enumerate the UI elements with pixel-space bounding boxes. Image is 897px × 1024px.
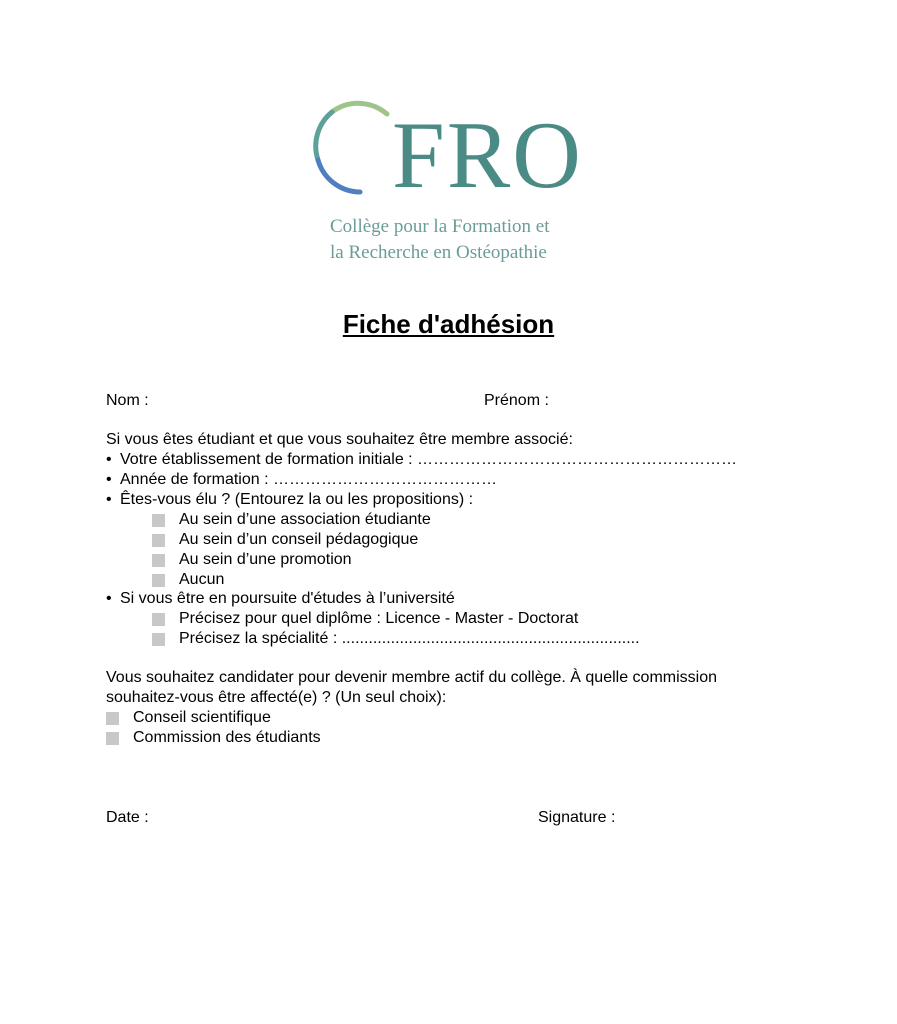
page-title: Fiche d'adhésion (342, 309, 555, 339)
q-etablissement: Votre établissement de formation initiale : …………………………………………………… (120, 451, 738, 468)
poursuite-checkbox-diplome[interactable] (152, 613, 165, 626)
poursuite-checkbox-specialite[interactable] (152, 633, 165, 646)
prenom-label: Prénom : (484, 392, 549, 409)
commission-option-etudiants: Commission des étudiants (133, 729, 321, 746)
bullet: • (106, 491, 112, 508)
date-label: Date : (106, 809, 149, 826)
bullet: • (106, 590, 112, 607)
poursuite-option-specialite: Précisez la spécialité : ................................................................... (179, 630, 640, 647)
bullet: • (106, 471, 112, 488)
commission-checkbox-scientifique[interactable] (106, 712, 119, 725)
cfro-logo (312, 100, 592, 208)
q-poursuite: Si vous être en poursuite d'études à l’université (120, 590, 455, 607)
nom-label: Nom : (106, 392, 149, 409)
elu-checkbox-association[interactable] (152, 514, 165, 527)
elu-checkbox-promotion[interactable] (152, 554, 165, 567)
logo-subtitle-line2: la Recherche en Ostéopathie (330, 242, 547, 263)
elu-option-promotion: Au sein d’une promotion (179, 551, 352, 568)
active-intro-line1: Vous souhaitez candidater pour devenir membre actif du collège. À quelle commission (106, 669, 717, 686)
logo-subtitle-line1: Collège pour la Formation et (330, 216, 550, 237)
logo-letters: FRO (392, 102, 583, 208)
signature-label: Signature : (538, 809, 616, 826)
elu-option-association: Au sein d’une association étudiante (179, 511, 431, 528)
elu-option-aucun: Aucun (179, 571, 225, 588)
commission-option-scientifique: Conseil scientifique (133, 709, 271, 726)
q-annee: Année de formation : …………………………………… (120, 471, 497, 488)
active-intro-line2: souhaitez-vous être affecté(e) ? (Un seul choix): (106, 689, 447, 706)
elu-checkbox-conseil[interactable] (152, 534, 165, 547)
elu-option-conseil: Au sein d’un conseil pédagogique (179, 531, 419, 548)
logo-c-arc-icon (312, 100, 402, 200)
commission-checkbox-etudiants[interactable] (106, 732, 119, 745)
bullet: • (106, 451, 112, 468)
poursuite-option-diplome: Précisez pour quel diplôme : Licence - Master - Doctorat (179, 610, 579, 627)
q-elu: Êtes-vous élu ? (Entourez la ou les propositions) : (120, 491, 474, 508)
elu-checkbox-aucun[interactable] (152, 574, 165, 587)
student-intro: Si vous êtes étudiant et que vous souhaitez être membre associé: (106, 431, 573, 448)
